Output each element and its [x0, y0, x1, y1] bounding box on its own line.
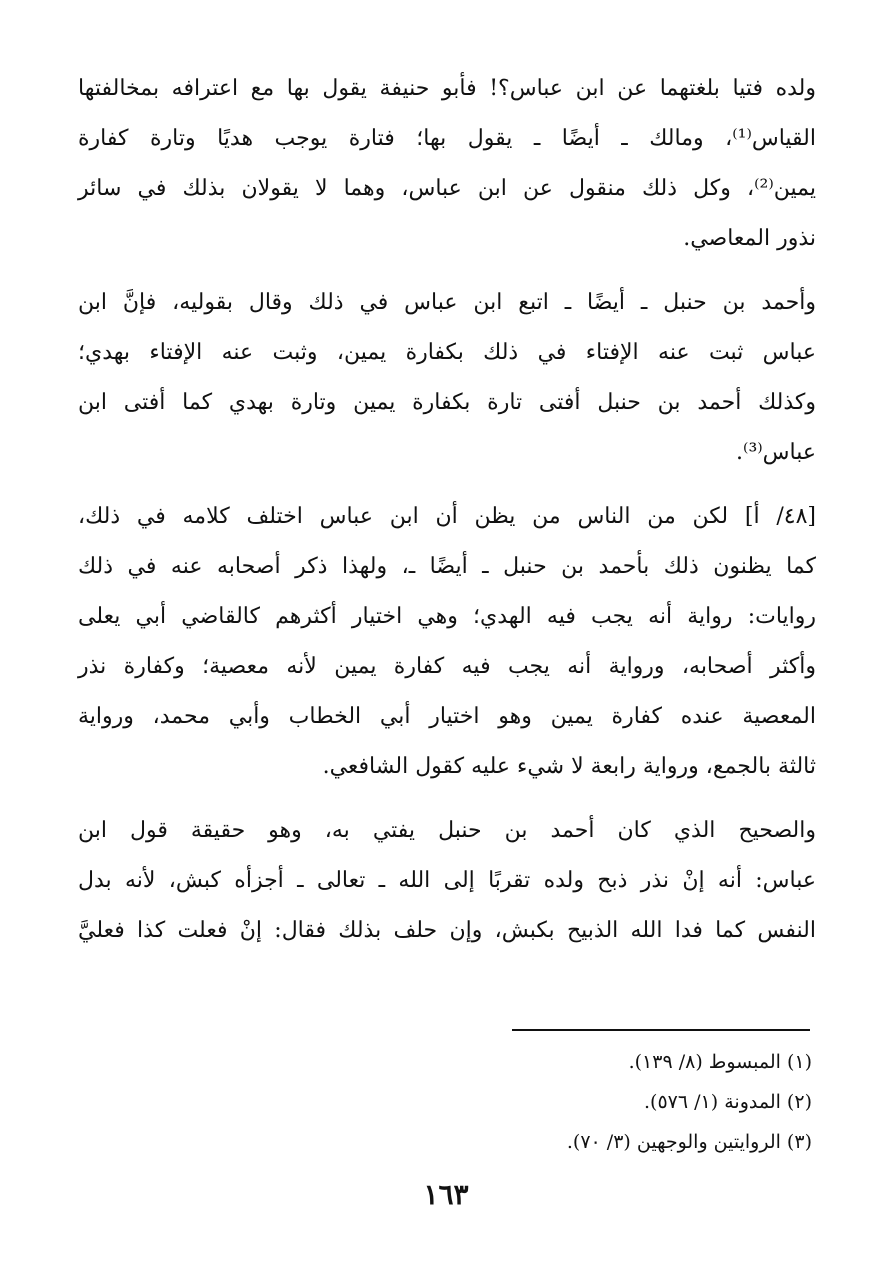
text-line: المعصية عنده كفارة يمين وهو اختيار أبي الخطاب وأبي محمد، ورواية — [78, 704, 816, 729]
paragraph-1 — [78, 64, 816, 264]
text-line: يمين⁽²⁾، وكل ذلك منقول عن ابن عباس، وهما لا يقولان بذلك في سائر — [78, 176, 816, 201]
paragraph-4 — [78, 806, 816, 956]
text-line: [٤٨/ أ] لكن من الناس من يظن أن ابن عباس اختلف كلامه في ذلك، — [78, 504, 816, 529]
page-number: ١٦٣ — [423, 1178, 469, 1211]
footnote-divider — [512, 1029, 810, 1031]
footnotes — [300, 1042, 812, 1162]
text-line: نذور المعاصي. — [683, 226, 816, 251]
paragraph-2 — [78, 278, 816, 478]
main-text — [78, 64, 816, 970]
text-line: عباس⁽³⁾. — [736, 440, 816, 465]
text-line: والصحيح الذي كان أحمد بن حنبل يفتي به، وهو حقيقة قول ابن — [78, 818, 816, 843]
footnote-1: (١) المبسوط (٨/ ١٣٩). — [628, 1051, 812, 1073]
text-line: عباس ثبت عنه الإفتاء في ذلك بكفارة يمين، وثبت عنه الإفتاء بهدي؛ — [78, 340, 816, 365]
text-line: كما يظنون ذلك بأحمد بن حنبل ـ أيضًا ـ، ولهذا ذكر أصحابه عنه في ذلك — [78, 554, 816, 579]
text-line: وكذلك أحمد بن حنبل أفتى تارة بكفارة يمين وتارة بهدي كما أفتى ابن — [78, 390, 816, 415]
text-line: النفس كما فدا الله الذبيح بكبش، وإن حلف بذلك فقال: إنْ فعلت كذا فعليَّ — [78, 918, 816, 943]
text-line: وأحمد بن حنبل ـ أيضًا ـ اتبع ابن عباس في ذلك وقال بقوليه، فإنَّ ابن — [78, 290, 816, 315]
text-line: ولده فتيا بلغتهما عن ابن عباس؟! فأبو حنيفة يقول بها مع اعترافه بمخالفتها — [78, 76, 816, 101]
text-line: عباس: أنه إنْ نذر ذبح ولده تقربًا إلى الله ـ تعالى ـ أجزأه كبش، لأنه بدل — [78, 868, 816, 893]
footnote-2: (٢) المدونة (١/ ٥٧٦). — [644, 1091, 812, 1113]
text-line: ثالثة بالجمع، ورواية رابعة لا شيء عليه كقول الشافعي. — [322, 754, 816, 779]
text-line: وأكثر أصحابه، ورواية أنه يجب فيه كفارة يمين لأنه معصية؛ وكفارة نذر — [78, 654, 816, 679]
text-line: القياس⁽¹⁾، ومالك ـ أيضًا ـ يقول بها؛ فتارة يوجب هديًا وتارة كفارة — [78, 126, 816, 151]
paragraph-3 — [78, 492, 816, 792]
footnote-3: (٣) الروايتين والوجهين (٣/ ٧٠). — [566, 1131, 812, 1153]
text-line: روايات: رواية أنه يجب فيه الهدي؛ وهي اختيار أكثرهم كالقاضي أبي يعلى — [78, 604, 816, 629]
